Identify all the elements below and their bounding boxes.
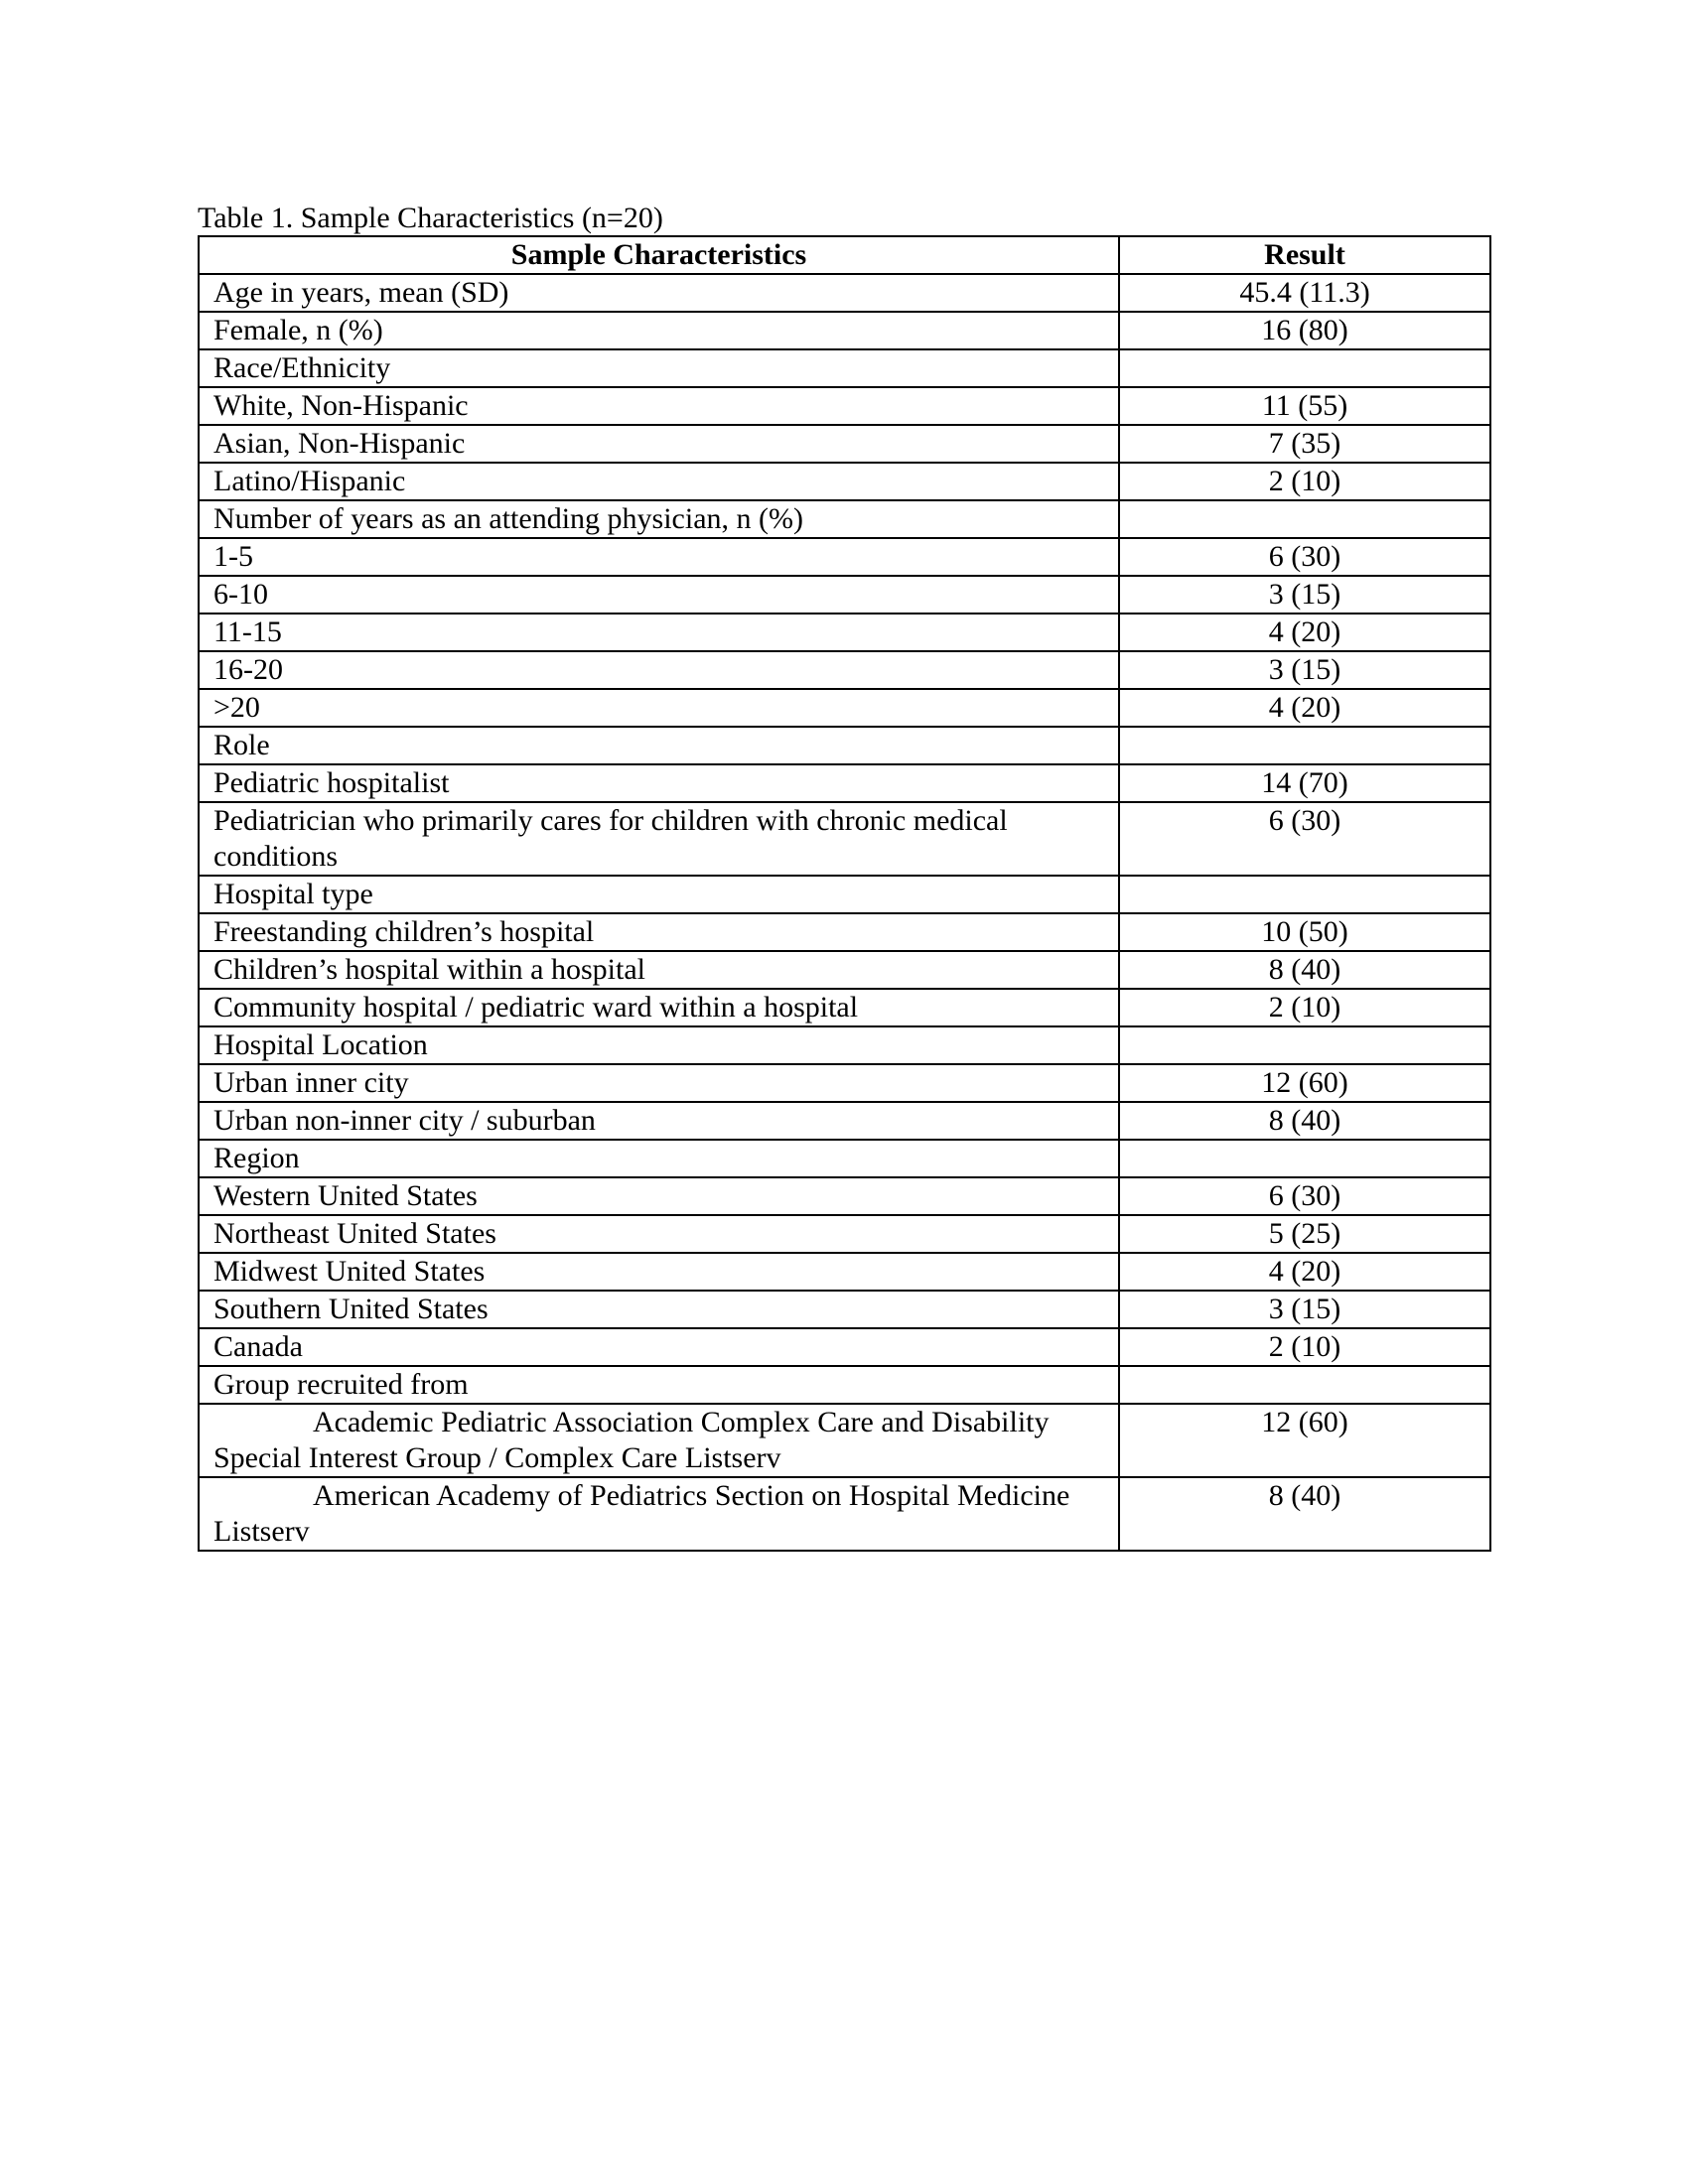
table-row <box>199 1477 1490 1551</box>
row-value <box>1119 1026 1490 1064</box>
row-label: Age in years, mean (SD) <box>199 274 1119 312</box>
row-value <box>1119 1366 1490 1404</box>
row-value: 2 (10) <box>1119 989 1490 1026</box>
row-value <box>1119 349 1490 387</box>
table-row <box>199 349 1490 387</box>
row-value: 8 (40) <box>1119 1102 1490 1140</box>
table-row <box>199 614 1490 651</box>
row-label: Hospital type <box>199 876 1119 913</box>
table-row <box>199 727 1490 764</box>
row-label: >20 <box>199 689 1119 727</box>
row-value: 14 (70) <box>1119 764 1490 802</box>
sample-characteristics-table <box>198 235 1491 1552</box>
row-label: Region <box>199 1140 1119 1177</box>
row-label: Role <box>199 727 1119 764</box>
row-value <box>1119 500 1490 538</box>
row-label: Hospital Location <box>199 1026 1119 1064</box>
row-value: 3 (15) <box>1119 576 1490 614</box>
row-value: 10 (50) <box>1119 913 1490 951</box>
table-row <box>199 651 1490 689</box>
row-value: 8 (40) <box>1119 1477 1490 1551</box>
row-label: Urban non-inner city / suburban <box>199 1102 1119 1140</box>
row-label: American Academy of Pediatrics Section on Hospital Medicine Listserv <box>199 1477 1119 1551</box>
table-row <box>199 1366 1490 1404</box>
table-body <box>199 274 1490 1551</box>
row-label: Western United States <box>199 1177 1119 1215</box>
table-row <box>199 1404 1490 1477</box>
row-label: Pediatric hospitalist <box>199 764 1119 802</box>
table-row <box>199 1177 1490 1215</box>
row-label: Asian, Non-Hispanic <box>199 425 1119 463</box>
row-label: Southern United States <box>199 1291 1119 1328</box>
row-value: 45.4 (11.3) <box>1119 274 1490 312</box>
table-row <box>199 1026 1490 1064</box>
row-label: Canada <box>199 1328 1119 1366</box>
table-row <box>199 1291 1490 1328</box>
row-label: Academic Pediatric Association Complex Care and Disability Special Interest Group / Complex Care Listserv <box>199 1404 1119 1477</box>
table-row <box>199 1064 1490 1102</box>
table-header-row <box>199 236 1490 274</box>
row-value <box>1119 876 1490 913</box>
table-row <box>199 1102 1490 1140</box>
row-label: 11-15 <box>199 614 1119 651</box>
table-row <box>199 274 1490 312</box>
table-row <box>199 951 1490 989</box>
table-row <box>199 312 1490 349</box>
row-value <box>1119 727 1490 764</box>
table-row <box>199 538 1490 576</box>
row-label: 1-5 <box>199 538 1119 576</box>
row-value: 7 (35) <box>1119 425 1490 463</box>
row-value: 2 (10) <box>1119 463 1490 500</box>
table-row <box>199 1140 1490 1177</box>
row-value: 11 (55) <box>1119 387 1490 425</box>
table-row <box>199 576 1490 614</box>
table-row <box>199 425 1490 463</box>
row-label: Freestanding children’s hospital <box>199 913 1119 951</box>
row-label: Group recruited from <box>199 1366 1119 1404</box>
table-row <box>199 1253 1490 1291</box>
row-label: 16-20 <box>199 651 1119 689</box>
table-row <box>199 802 1490 876</box>
row-value: 16 (80) <box>1119 312 1490 349</box>
row-value: 3 (15) <box>1119 1291 1490 1328</box>
row-value: 4 (20) <box>1119 1253 1490 1291</box>
table-row <box>199 500 1490 538</box>
row-value: 5 (25) <box>1119 1215 1490 1253</box>
row-label: Pediatrician who primarily cares for children with chronic medical conditions <box>199 802 1119 876</box>
row-label: White, Non-Hispanic <box>199 387 1119 425</box>
row-value: 4 (20) <box>1119 689 1490 727</box>
header-result: Result <box>1119 236 1490 274</box>
row-value: 6 (30) <box>1119 1177 1490 1215</box>
row-value: 12 (60) <box>1119 1404 1490 1477</box>
row-value <box>1119 1140 1490 1177</box>
row-value: 12 (60) <box>1119 1064 1490 1102</box>
table-row <box>199 989 1490 1026</box>
row-value: 4 (20) <box>1119 614 1490 651</box>
header-characteristic: Sample Characteristics <box>199 236 1119 274</box>
table-row <box>199 1215 1490 1253</box>
row-label: Number of years as an attending physician, n (%) <box>199 500 1119 538</box>
table-row <box>199 387 1490 425</box>
table-row <box>199 1328 1490 1366</box>
table-row <box>199 764 1490 802</box>
row-label: 6-10 <box>199 576 1119 614</box>
row-value: 2 (10) <box>1119 1328 1490 1366</box>
row-value: 6 (30) <box>1119 538 1490 576</box>
table-row <box>199 689 1490 727</box>
row-label: Urban inner city <box>199 1064 1119 1102</box>
table-row <box>199 876 1490 913</box>
row-label: Community hospital / pediatric ward within a hospital <box>199 989 1119 1026</box>
row-label: Midwest United States <box>199 1253 1119 1291</box>
row-label: Female, n (%) <box>199 312 1119 349</box>
table-row <box>199 913 1490 951</box>
row-value: 6 (30) <box>1119 802 1490 876</box>
row-value: 8 (40) <box>1119 951 1490 989</box>
row-label: Latino/Hispanic <box>199 463 1119 500</box>
row-label: Children’s hospital within a hospital <box>199 951 1119 989</box>
table-row <box>199 463 1490 500</box>
row-label: Race/Ethnicity <box>199 349 1119 387</box>
table-caption: Table 1. Sample Characteristics (n=20) <box>198 202 663 234</box>
row-label: Northeast United States <box>199 1215 1119 1253</box>
row-value: 3 (15) <box>1119 651 1490 689</box>
